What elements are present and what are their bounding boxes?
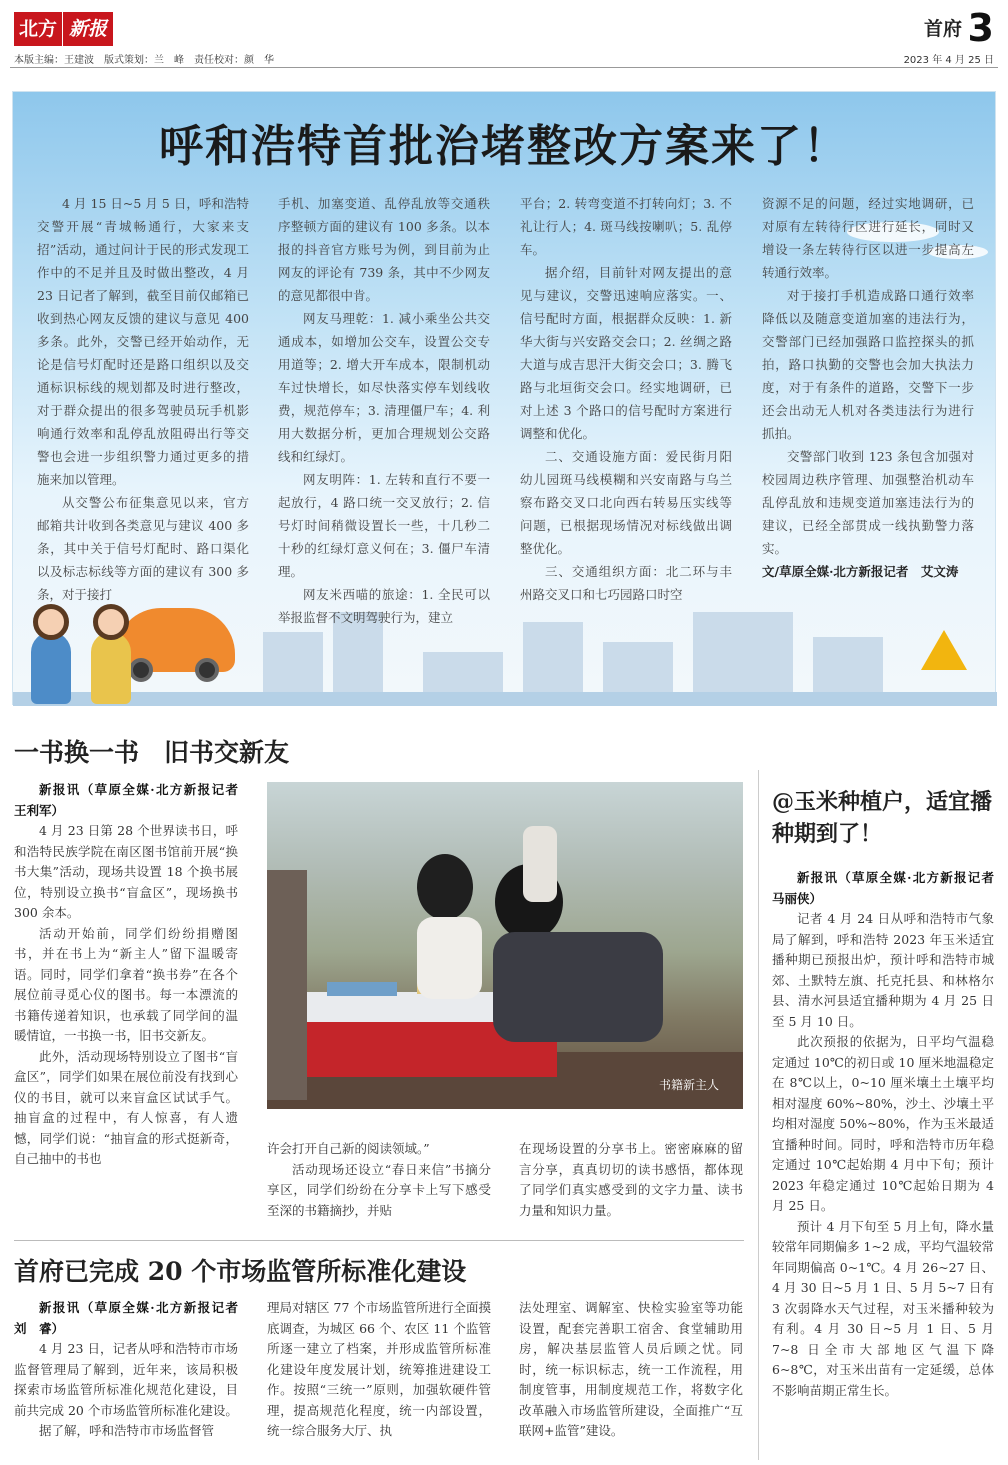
market-column-1 — [14, 1298, 251, 1458]
lead-column-1 — [37, 192, 249, 617]
book-column-3 — [519, 1139, 743, 1231]
paragraph: 三、交通组织方面：北二环与丰州路交叉口和七巧园路口时空 — [520, 564, 732, 602]
car-wheel — [129, 658, 153, 682]
book-article-title: 一书换一书 旧书交新友 — [14, 738, 290, 767]
paragraph: 网友米西喵的旅途：1. 全民可以举报监督不文明驾驶行为，建立 — [278, 587, 490, 625]
paragraph: 网友明阵：1. 左转和直行不要一起放行，4 路口统一交叉放行；2. 信号灯时间稍微设置长一些，十几秒二十秒的红绿灯意义何在；3. 僵尸车清理。 — [278, 472, 490, 579]
paragraph: 资源不足的问题，经过实地调研，已对原有左转待行区进行延长，同时又增设一条左转待行区以进一步提高左转通行效率。 — [762, 196, 974, 280]
paragraph: 平台；2. 转弯变道不打转向灯；3. 不礼让行人；4. 斑马线按喇叭；5. 乱停车。 — [520, 196, 732, 257]
book-column-1 — [14, 780, 251, 1225]
paragraph: 据了解，呼和浩特市市场监督管 — [39, 1423, 215, 1438]
logo-part-2: 新报 — [63, 12, 113, 46]
editor-credits: 本版主编：王建波 版式策划：兰 峰 责任校对：颜 华 — [14, 55, 274, 66]
paragraph: 二、交通设施方面：爱民街月阳幼儿园斑马线模糊和兴安南路与乌兰察布路交叉口北向西右转易压实线等问题，已根据现场情况对标线做出调整优化。 — [520, 449, 732, 556]
paragraph: 对于接打手机造成路口通行效率降低以及随意变道加塞的违法行为，交警部门已经加强路口监控探头的抓拍，路口执勤的交警也会加大执法力度，对于有条件的道路，交警下一步还会出动无人机对各类违法行为进行抓拍。 — [762, 288, 974, 441]
photo-illustration — [267, 782, 743, 1109]
byline-signature: 文/草原全媒·北方新报记者 艾文涛 — [762, 564, 959, 579]
child-illustration — [91, 632, 131, 704]
paragraph: 此外，活动现场特别设立了图书“盲盒区”，同学们如果在展位前没有找到心仪的书目，就可以来盲盒区试试手气。抽盲盒的过程中，有人惊喜，有人遗憾，同学们说：“抽盲盒的形式挺新奇，自己抽中的书也 — [14, 1048, 238, 1166]
section-name: 首府 — [923, 18, 962, 40]
paragraph: 交警部门收到 123 条包含加强对校园周边秩序管理、加强整治机动车乱停乱放和违规变道加塞违法行为的建议，已经全部贯成一线执勤警力落实。 — [762, 449, 974, 556]
lead-headline: 呼和浩特首批治堵整改方案来了！ — [159, 121, 849, 172]
byline: 新报讯（草原全媒·北方新报记者 刘 睿） — [14, 1300, 251, 1336]
book-column-2 — [267, 1139, 491, 1231]
byline: 新报讯（草原全媒·北方新报记者 马丽侠） — [772, 870, 1007, 906]
child-illustration — [31, 632, 71, 704]
paragraph: 活动开始前，同学们纷纷捐赠图书，并在书上为“新主人”留下温暖寄语。同时，同学们拿着“换书券”在各个展位前寻觅心仪的图书。每一本漂流的书籍传递着知识，也承载了同学间的温暖情谊，一书换一书，旧书交新友。 — [14, 925, 238, 1043]
paragraph: 此次预报的依据为，日平均气温稳定通过 10℃的初日或 10 厘米地温稳定在 8℃以上，0~10 厘米壤土土壤平均相对湿度 60%~80%，沙土、沙壤土平均相对湿度 50%~80%，作为玉米最适宜播种时间。同时，呼和浩特市历年稳定通过 10℃起始期 4 月中下旬；预计 2023 年稳定通过 10℃起始日期为 4 月 25 日。 — [772, 1034, 994, 1213]
logo-part-1: 北方 — [14, 12, 62, 46]
car-wheel — [195, 658, 219, 682]
paragraph: 据介绍，目前针对网友提出的意见与建议，交警迅速响应落实。一、信号配时方面，根据群众反映：1. 新华大街与兴安路交会口；2. 丝绸之路大道与成吉思汗大街交会口；3. 腾飞路与北垣街交会口。经实地调研，已对上述 3 个路口的信号配时方案进行调整和优化。 — [520, 265, 732, 441]
lead-column-2 — [278, 192, 490, 625]
page-number: 3 — [967, 6, 994, 50]
paragraph: 理局对辖区 77 个市场监管所进行全面摸底调查，为城区 66 个、农区 11 个监管所逐一建立了档案，并形成监管所标准化建设年度发展计划，统筹推进建设工作。按照“三统一”原则，加强软硬件管理，提高规范化程度，统一内部设置，统一综合服务大厅、执 — [267, 1300, 491, 1438]
section-divider — [14, 1240, 744, 1241]
paragraph: 从交警公布征集意见以来，官方邮箱共计收到各类意见与建议 400 多条，其中关于信号灯配时、路口渠化以及标志标线等方面的建议有 300 多条，对于接打 — [37, 495, 249, 602]
market-column-2 — [267, 1298, 491, 1458]
header-divider — [10, 67, 998, 68]
paragraph: 法处理室、调解室、快检实验室等功能设置，配套完善职工宿舍、食堂辅助用房，解决基层监管人员后顾之忧。同时，统一标识标志，统一工作流程，用制度管事，用制度规范工作，将数字化改革融入市场监管所建设，全面推广“互联网+监管”建设。 — [519, 1300, 743, 1438]
photo-watermark: 书籍新主人 — [658, 1078, 719, 1092]
paragraph: 在现场设置的分享书上。密密麻麻的留言分享，真真切切的读书感悟，都体现了同学们真实感受到的文字力量、读书力量和知识力量。 — [519, 1141, 743, 1218]
paragraph: 4 月 15 日~5 月 5 日，呼和浩特交警开展“青城畅通行，大家来支招”活动，通过问计于民的形式发现工作中的不足并且及时做出整改，4 月 23 日记者了解到，截至目前仅邮箱已收到热心网友反馈的建议与意见 400 多条。此外，交警已经开始动作，无论是信号灯配时还是路口组织以及交通标识标线的规划都及时进行整改，对于群众提出的很多驾驶员玩手机影响通行效率和乱停乱放阻碍出行等交警也会进一步组织警力通过更多的措施来加以管理。 — [37, 196, 249, 487]
school-warning-sign-icon — [921, 630, 967, 670]
paragraph: 活动现场还设立“春日来信”书摘分享区，同学们纷纷在分享卡上写下感受至深的书籍摘抄，并贴 — [267, 1161, 491, 1218]
market-column-3 — [519, 1298, 743, 1458]
corn-article-body — [772, 868, 1007, 1458]
lead-column-4 — [762, 192, 974, 617]
corn-article-title: @玉米种植户，适宜播种期到了！ — [772, 789, 993, 847]
book-swap-photo — [267, 782, 743, 1109]
lead-column-3 — [520, 192, 732, 617]
paragraph: 手机、加塞变道、乱停乱放等交通秩序整顿方面的建议有 100 多条。以本报的抖音官方账号为例，到目前为止网友的评论有 739 条，其中不少网友的意见都很中肯。 — [278, 196, 490, 303]
newspaper-logo — [14, 12, 113, 46]
issue-date: 2023 年 4 月 25 日 — [903, 55, 994, 66]
paragraph: 预计 4 月下旬至 5 月上旬，降水量较常年同期偏多 1~2 成，平均气温较常年同期偏高 0~1℃。4 月 26~27 日、4 月 30 日~5 月 1 日、5 月 5~7 日有 3 次弱降水天气过程，对玉米播种较为有利。4 月 30 日~5 月 1 日、5 月 7~8 日全市大部地区气温下降 6~8℃，对玉米出苗有一定延缓，总体不影响苗期正常生长。 — [772, 1218, 994, 1398]
paragraph: 记者 4 月 24 日从呼和浩特市气象局了解到，呼和浩特 2023 年玉米适宜播种期已预报出炉，预计呼和浩特市城郊、土默特左旗、托克托县、和林格尔县、清水河县适宜播种期为 4 月 25 日至 5 月 10 日。 — [772, 911, 994, 1029]
paragraph: 4 月 23 日第 28 个世界读书日，呼和浩特民族学院在南区图书馆前开展“换书大集”活动，现场共设置 18 个换书展位，特别设立换书“盲盒区”，现场换书 300 余本。 — [14, 823, 238, 920]
paragraph: 4 月 23 日，记者从呼和浩特市市场监督管理局了解到，近年来，该局积极探索市场监管所标准化规范化建设，目前共完成 20 个市场监管所标准化建设。 — [14, 1341, 238, 1418]
column-divider — [758, 770, 759, 1460]
market-article-title: 首府已完成 20 个市场监管所标准化建设 — [14, 1257, 467, 1286]
byline: 新报讯（草原全媒·北方新报记者 王利军） — [14, 782, 251, 818]
paragraph: 许会打开自己新的阅读领域。” — [267, 1141, 430, 1156]
paragraph: 网友马理乾：1. 减小乘坐公共交通成本，如增加公交车，设置公交专用道等；2. 增大开车成本，限制机动车过快增长，如尽快落实停车划线收费，规范停车；3. 清理僵尸车；4. 利用大数据分析，更加合理规划公交路线和红绿灯。 — [278, 311, 490, 464]
